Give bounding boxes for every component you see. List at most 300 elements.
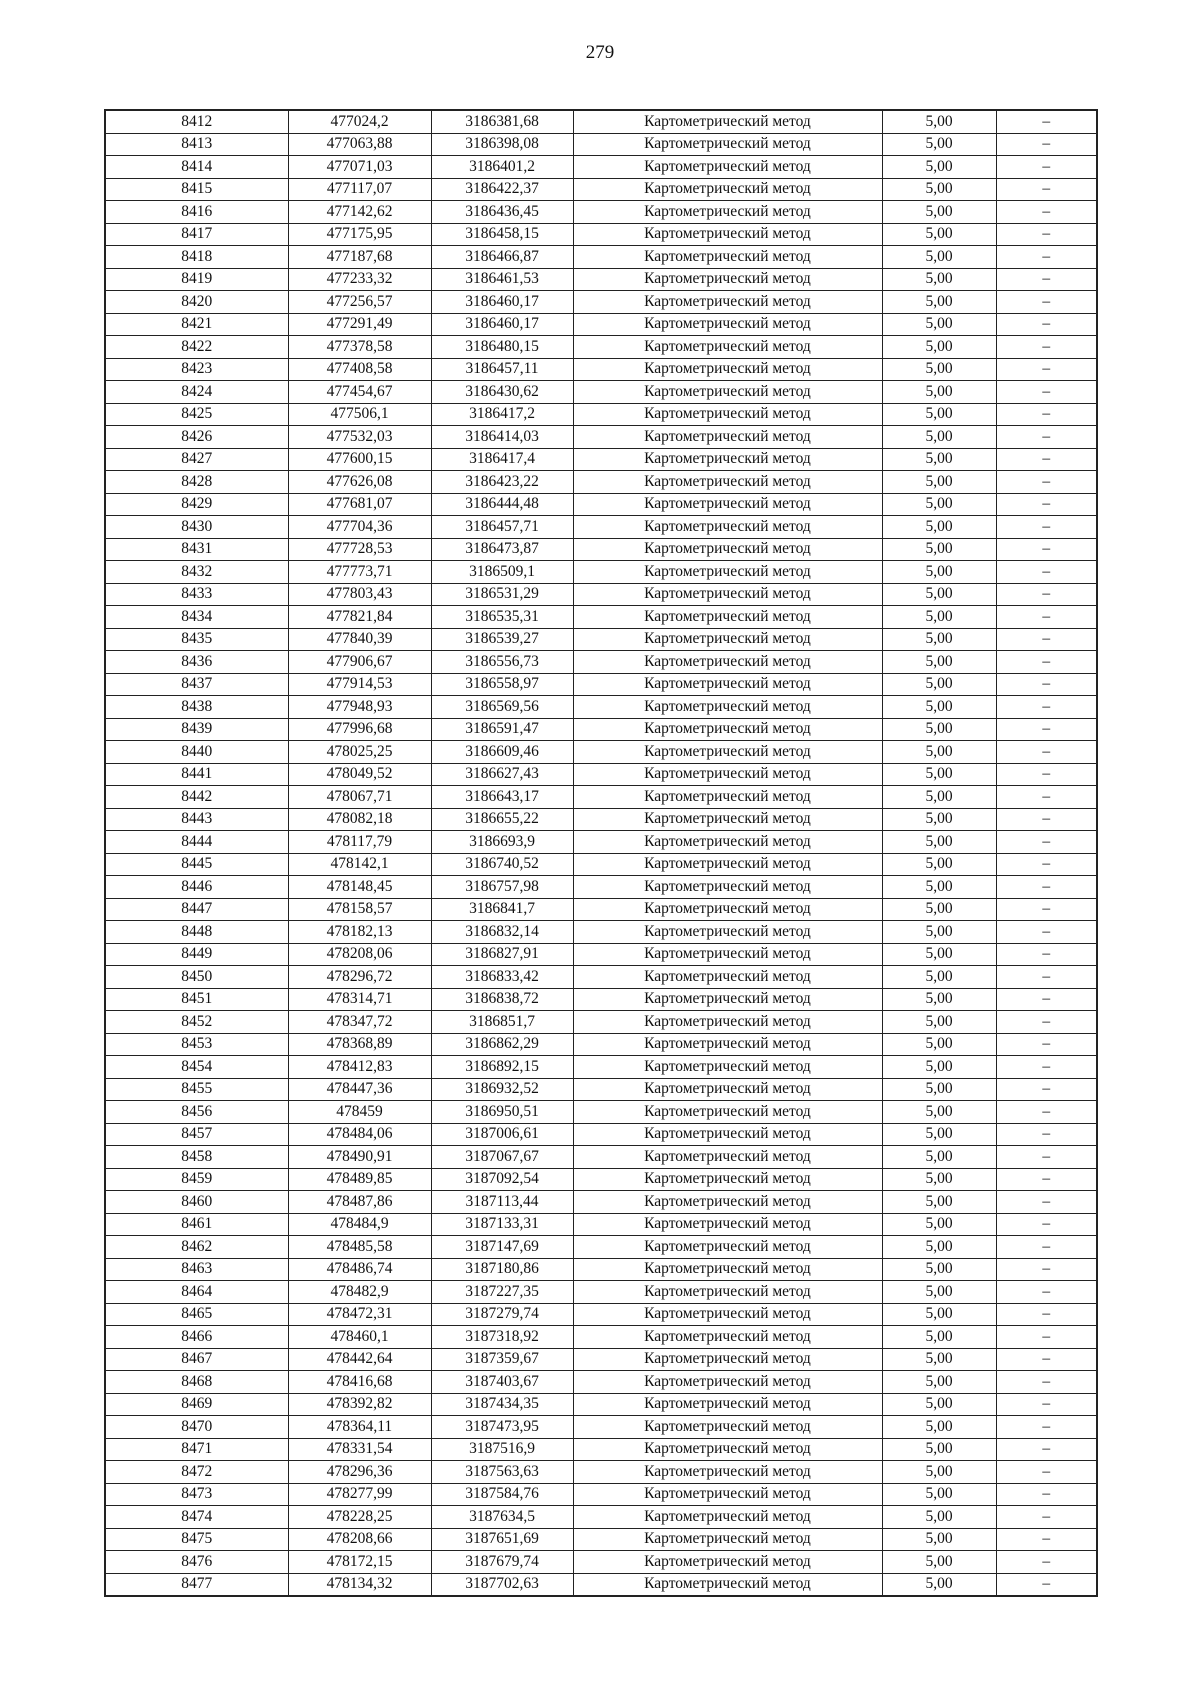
point-number-cell: 8453 <box>105 1033 288 1056</box>
description-cell: – <box>996 1371 1097 1394</box>
point-number-cell: 8429 <box>105 493 288 516</box>
method-cell: Картометрический метод <box>573 943 882 966</box>
method-cell: Картометрический метод <box>573 696 882 719</box>
method-cell: Картометрический метод <box>573 1146 882 1169</box>
table-row <box>105 1011 1097 1034</box>
x-coordinate-cell: 477117,07 <box>288 178 431 201</box>
description-cell: – <box>996 763 1097 786</box>
method-cell: Картометрический метод <box>573 1258 882 1281</box>
description-cell: – <box>996 201 1097 224</box>
x-coordinate-cell: 478182,13 <box>288 921 431 944</box>
y-coordinate-cell: 3186436,45 <box>431 201 573 224</box>
method-cell: Картометрический метод <box>573 988 882 1011</box>
accuracy-cell: 5,00 <box>882 1573 996 1596</box>
x-coordinate-cell: 478142,1 <box>288 853 431 876</box>
page-number: 279 <box>585 42 615 63</box>
y-coordinate-cell: 3186841,7 <box>431 898 573 921</box>
accuracy-cell: 5,00 <box>882 1416 996 1439</box>
x-coordinate-cell: 478082,18 <box>288 808 431 831</box>
table-row <box>105 763 1097 786</box>
description-cell: – <box>996 1033 1097 1056</box>
point-number-cell: 8445 <box>105 853 288 876</box>
x-coordinate-cell: 477626,08 <box>288 471 431 494</box>
y-coordinate-cell: 3186591,47 <box>431 718 573 741</box>
point-number-cell: 8440 <box>105 741 288 764</box>
table-row <box>105 718 1097 741</box>
accuracy-cell: 5,00 <box>882 493 996 516</box>
method-cell: Картометрический метод <box>573 853 882 876</box>
point-number-cell: 8471 <box>105 1438 288 1461</box>
description-cell: – <box>996 876 1097 899</box>
x-coordinate-cell: 478277,99 <box>288 1483 431 1506</box>
point-number-cell: 8472 <box>105 1461 288 1484</box>
table-row <box>105 786 1097 809</box>
method-cell: Картометрический метод <box>573 741 882 764</box>
x-coordinate-cell: 478296,36 <box>288 1461 431 1484</box>
description-cell: – <box>996 1551 1097 1574</box>
point-number-cell: 8450 <box>105 966 288 989</box>
description-cell: – <box>996 1393 1097 1416</box>
accuracy-cell: 5,00 <box>882 1348 996 1371</box>
point-number-cell: 8474 <box>105 1506 288 1529</box>
accuracy-cell: 5,00 <box>882 1393 996 1416</box>
point-number-cell: 8449 <box>105 943 288 966</box>
description-cell: – <box>996 1281 1097 1304</box>
x-coordinate-cell: 477906,67 <box>288 651 431 674</box>
table-row <box>105 493 1097 516</box>
method-cell: Картометрический метод <box>573 291 882 314</box>
x-coordinate-cell: 478296,72 <box>288 966 431 989</box>
x-coordinate-cell: 478049,52 <box>288 763 431 786</box>
accuracy-cell: 5,00 <box>882 561 996 584</box>
x-coordinate-cell: 478347,72 <box>288 1011 431 1034</box>
x-coordinate-cell: 477378,58 <box>288 336 431 359</box>
accuracy-cell: 5,00 <box>882 1146 996 1169</box>
method-cell: Картометрический метод <box>573 1416 882 1439</box>
accuracy-cell: 5,00 <box>882 1303 996 1326</box>
description-cell: – <box>996 516 1097 539</box>
table-row <box>105 876 1097 899</box>
description-cell: – <box>996 1416 1097 1439</box>
accuracy-cell: 5,00 <box>882 1213 996 1236</box>
x-coordinate-cell: 477840,39 <box>288 628 431 651</box>
x-coordinate-cell: 478487,86 <box>288 1191 431 1214</box>
y-coordinate-cell: 3186461,53 <box>431 268 573 291</box>
table-row <box>105 606 1097 629</box>
table-row <box>105 1056 1097 1079</box>
y-coordinate-cell: 3187434,35 <box>431 1393 573 1416</box>
point-number-cell: 8423 <box>105 358 288 381</box>
y-coordinate-cell: 3186460,17 <box>431 313 573 336</box>
accuracy-cell: 5,00 <box>882 1438 996 1461</box>
accuracy-cell: 5,00 <box>882 538 996 561</box>
description-cell: – <box>996 628 1097 651</box>
method-cell: Картометрический метод <box>573 1393 882 1416</box>
method-cell: Картометрический метод <box>573 1191 882 1214</box>
x-coordinate-cell: 478117,79 <box>288 831 431 854</box>
point-number-cell: 8415 <box>105 178 288 201</box>
point-number-cell: 8434 <box>105 606 288 629</box>
x-coordinate-cell: 477233,32 <box>288 268 431 291</box>
y-coordinate-cell: 3186643,17 <box>431 786 573 809</box>
accuracy-cell: 5,00 <box>882 808 996 831</box>
y-coordinate-cell: 3186430,62 <box>431 381 573 404</box>
table-row <box>105 1236 1097 1259</box>
table-row <box>105 246 1097 269</box>
x-coordinate-cell: 477071,03 <box>288 156 431 179</box>
table-row <box>105 133 1097 156</box>
description-cell: – <box>996 1101 1097 1124</box>
y-coordinate-cell: 3187113,44 <box>431 1191 573 1214</box>
description-cell: – <box>996 1258 1097 1281</box>
point-number-cell: 8448 <box>105 921 288 944</box>
y-coordinate-cell: 3186457,71 <box>431 516 573 539</box>
table-row <box>105 628 1097 651</box>
point-number-cell: 8432 <box>105 561 288 584</box>
method-cell: Картометрический метод <box>573 516 882 539</box>
accuracy-cell: 5,00 <box>882 178 996 201</box>
x-coordinate-cell: 478067,71 <box>288 786 431 809</box>
x-coordinate-cell: 478472,31 <box>288 1303 431 1326</box>
y-coordinate-cell: 3187516,9 <box>431 1438 573 1461</box>
accuracy-cell: 5,00 <box>882 1506 996 1529</box>
y-coordinate-cell: 3186422,37 <box>431 178 573 201</box>
table-row <box>105 1101 1097 1124</box>
description-cell: – <box>996 156 1097 179</box>
method-cell: Картометрический метод <box>573 426 882 449</box>
accuracy-cell: 5,00 <box>882 966 996 989</box>
y-coordinate-cell: 3187227,35 <box>431 1281 573 1304</box>
accuracy-cell: 5,00 <box>882 1461 996 1484</box>
accuracy-cell: 5,00 <box>882 426 996 449</box>
accuracy-cell: 5,00 <box>882 1123 996 1146</box>
description-cell: – <box>996 786 1097 809</box>
y-coordinate-cell: 3187403,67 <box>431 1371 573 1394</box>
accuracy-cell: 5,00 <box>882 718 996 741</box>
description-cell: – <box>996 313 1097 336</box>
method-cell: Картометрический метод <box>573 1528 882 1551</box>
point-number-cell: 8466 <box>105 1326 288 1349</box>
y-coordinate-cell: 3187006,61 <box>431 1123 573 1146</box>
x-coordinate-cell: 477408,58 <box>288 358 431 381</box>
point-number-cell: 8462 <box>105 1236 288 1259</box>
method-cell: Картометрический метод <box>573 628 882 651</box>
accuracy-cell: 5,00 <box>882 786 996 809</box>
accuracy-cell: 5,00 <box>882 291 996 314</box>
accuracy-cell: 5,00 <box>882 1236 996 1259</box>
method-cell: Картометрический метод <box>573 1123 882 1146</box>
x-coordinate-cell: 477803,43 <box>288 583 431 606</box>
table-row <box>105 426 1097 449</box>
point-number-cell: 8461 <box>105 1213 288 1236</box>
accuracy-cell: 5,00 <box>882 673 996 696</box>
x-coordinate-cell: 477948,93 <box>288 696 431 719</box>
description-cell: – <box>996 426 1097 449</box>
accuracy-cell: 5,00 <box>882 696 996 719</box>
table-row <box>105 1191 1097 1214</box>
x-coordinate-cell: 477454,67 <box>288 381 431 404</box>
table-row <box>105 1551 1097 1574</box>
table-row <box>105 853 1097 876</box>
description-cell: – <box>996 381 1097 404</box>
description-cell: – <box>996 898 1097 921</box>
accuracy-cell: 5,00 <box>882 223 996 246</box>
y-coordinate-cell: 3187318,92 <box>431 1326 573 1349</box>
description-cell: – <box>996 651 1097 674</box>
y-coordinate-cell: 3186627,43 <box>431 763 573 786</box>
method-cell: Картометрический метод <box>573 1213 882 1236</box>
description-cell: – <box>996 1326 1097 1349</box>
x-coordinate-cell: 478331,54 <box>288 1438 431 1461</box>
y-coordinate-cell: 3187563,63 <box>431 1461 573 1484</box>
method-cell: Картометрический метод <box>573 448 882 471</box>
method-cell: Картометрический метод <box>573 381 882 404</box>
x-coordinate-cell: 477996,68 <box>288 718 431 741</box>
description-cell: – <box>996 471 1097 494</box>
y-coordinate-cell: 3186833,42 <box>431 966 573 989</box>
method-cell: Картометрический метод <box>573 1573 882 1596</box>
y-coordinate-cell: 3187180,86 <box>431 1258 573 1281</box>
y-coordinate-cell: 3187147,69 <box>431 1236 573 1259</box>
point-number-cell: 8425 <box>105 403 288 426</box>
y-coordinate-cell: 3187702,63 <box>431 1573 573 1596</box>
description-cell: – <box>996 943 1097 966</box>
table-row <box>105 1033 1097 1056</box>
y-coordinate-cell: 3186740,52 <box>431 853 573 876</box>
description-cell: – <box>996 583 1097 606</box>
point-number-cell: 8454 <box>105 1056 288 1079</box>
point-number-cell: 8456 <box>105 1101 288 1124</box>
x-coordinate-cell: 478442,64 <box>288 1348 431 1371</box>
x-coordinate-cell: 477821,84 <box>288 606 431 629</box>
method-cell: Картометрический метод <box>573 1348 882 1371</box>
description-cell: – <box>996 718 1097 741</box>
point-number-cell: 8413 <box>105 133 288 156</box>
description-cell: – <box>996 808 1097 831</box>
x-coordinate-cell: 478484,9 <box>288 1213 431 1236</box>
description-cell: – <box>996 246 1097 269</box>
y-coordinate-cell: 3186480,15 <box>431 336 573 359</box>
point-number-cell: 8463 <box>105 1258 288 1281</box>
description-cell: – <box>996 741 1097 764</box>
accuracy-cell: 5,00 <box>882 1483 996 1506</box>
accuracy-cell: 5,00 <box>882 133 996 156</box>
y-coordinate-cell: 3186535,31 <box>431 606 573 629</box>
accuracy-cell: 5,00 <box>882 448 996 471</box>
description-cell: – <box>996 853 1097 876</box>
table-row <box>105 561 1097 584</box>
x-coordinate-cell: 478486,74 <box>288 1258 431 1281</box>
description-cell: – <box>996 1168 1097 1191</box>
x-coordinate-cell: 478158,57 <box>288 898 431 921</box>
point-number-cell: 8475 <box>105 1528 288 1551</box>
method-cell: Картометрический метод <box>573 673 882 696</box>
description-cell: – <box>996 268 1097 291</box>
point-number-cell: 8443 <box>105 808 288 831</box>
table-row <box>105 898 1097 921</box>
x-coordinate-cell: 478460,1 <box>288 1326 431 1349</box>
x-coordinate-cell: 477704,36 <box>288 516 431 539</box>
x-coordinate-cell: 477914,53 <box>288 673 431 696</box>
accuracy-cell: 5,00 <box>882 853 996 876</box>
point-number-cell: 8457 <box>105 1123 288 1146</box>
y-coordinate-cell: 3186473,87 <box>431 538 573 561</box>
point-number-cell: 8419 <box>105 268 288 291</box>
x-coordinate-cell: 478228,25 <box>288 1506 431 1529</box>
method-cell: Картометрический метод <box>573 156 882 179</box>
method-cell: Картометрический метод <box>573 1168 882 1191</box>
accuracy-cell: 5,00 <box>882 246 996 269</box>
y-coordinate-cell: 3186417,2 <box>431 403 573 426</box>
point-number-cell: 8417 <box>105 223 288 246</box>
table-row <box>105 1506 1097 1529</box>
point-number-cell: 8446 <box>105 876 288 899</box>
y-coordinate-cell: 3186569,56 <box>431 696 573 719</box>
description-cell: – <box>996 1213 1097 1236</box>
point-number-cell: 8414 <box>105 156 288 179</box>
point-number-cell: 8436 <box>105 651 288 674</box>
method-cell: Картометрический метод <box>573 808 882 831</box>
accuracy-cell: 5,00 <box>882 1258 996 1281</box>
y-coordinate-cell: 3186693,9 <box>431 831 573 854</box>
y-coordinate-cell: 3186423,22 <box>431 471 573 494</box>
x-coordinate-cell: 477187,68 <box>288 246 431 269</box>
table-row <box>105 696 1097 719</box>
method-cell: Картометрический метод <box>573 1438 882 1461</box>
description-cell: – <box>996 493 1097 516</box>
accuracy-cell: 5,00 <box>882 1033 996 1056</box>
y-coordinate-cell: 3186932,52 <box>431 1078 573 1101</box>
table-row <box>105 741 1097 764</box>
description-cell: – <box>996 1461 1097 1484</box>
table-row <box>105 336 1097 359</box>
point-number-cell: 8459 <box>105 1168 288 1191</box>
method-cell: Картометрический метод <box>573 1236 882 1259</box>
table-row <box>105 1303 1097 1326</box>
method-cell: Картометрический метод <box>573 133 882 156</box>
description-cell: – <box>996 110 1097 133</box>
point-number-cell: 8464 <box>105 1281 288 1304</box>
method-cell: Картометрический метод <box>573 898 882 921</box>
table-row <box>105 1213 1097 1236</box>
description-cell: – <box>996 538 1097 561</box>
description-cell: – <box>996 1191 1097 1214</box>
x-coordinate-cell: 477175,95 <box>288 223 431 246</box>
x-coordinate-cell: 478172,15 <box>288 1551 431 1574</box>
table-row <box>105 966 1097 989</box>
table-row <box>105 516 1097 539</box>
method-cell: Картометрический метод <box>573 561 882 584</box>
y-coordinate-cell: 3186862,29 <box>431 1033 573 1056</box>
x-coordinate-cell: 478148,45 <box>288 876 431 899</box>
method-cell: Картометрический метод <box>573 1281 882 1304</box>
y-coordinate-cell: 3187092,54 <box>431 1168 573 1191</box>
description-cell: – <box>996 1506 1097 1529</box>
table-row <box>105 1573 1097 1596</box>
x-coordinate-cell: 478412,83 <box>288 1056 431 1079</box>
y-coordinate-cell: 3187584,76 <box>431 1483 573 1506</box>
accuracy-cell: 5,00 <box>882 1168 996 1191</box>
x-coordinate-cell: 477506,1 <box>288 403 431 426</box>
y-coordinate-cell: 3186401,2 <box>431 156 573 179</box>
method-cell: Картометрический метод <box>573 583 882 606</box>
table-row <box>105 268 1097 291</box>
table-row <box>105 583 1097 606</box>
description-cell: – <box>996 1123 1097 1146</box>
x-coordinate-cell: 478490,91 <box>288 1146 431 1169</box>
point-number-cell: 8435 <box>105 628 288 651</box>
point-number-cell: 8426 <box>105 426 288 449</box>
point-number-cell: 8460 <box>105 1191 288 1214</box>
description-cell: – <box>996 1303 1097 1326</box>
table-row <box>105 381 1097 404</box>
description-cell: – <box>996 1078 1097 1101</box>
x-coordinate-cell: 477773,71 <box>288 561 431 584</box>
y-coordinate-cell: 3187067,67 <box>431 1146 573 1169</box>
method-cell: Картометрический метод <box>573 606 882 629</box>
method-cell: Картометрический метод <box>573 223 882 246</box>
y-coordinate-cell: 3186832,14 <box>431 921 573 944</box>
point-number-cell: 8469 <box>105 1393 288 1416</box>
y-coordinate-cell: 3186558,97 <box>431 673 573 696</box>
table-row <box>105 313 1097 336</box>
x-coordinate-cell: 477532,03 <box>288 426 431 449</box>
y-coordinate-cell: 3186892,15 <box>431 1056 573 1079</box>
x-coordinate-cell: 477291,49 <box>288 313 431 336</box>
table-row <box>105 1146 1097 1169</box>
y-coordinate-cell: 3186851,7 <box>431 1011 573 1034</box>
table-row <box>105 223 1097 246</box>
table-row <box>105 1438 1097 1461</box>
table-row <box>105 201 1097 224</box>
table-row <box>105 1483 1097 1506</box>
accuracy-cell: 5,00 <box>882 1528 996 1551</box>
table-row <box>105 943 1097 966</box>
description-cell: – <box>996 1236 1097 1259</box>
method-cell: Картометрический метод <box>573 110 882 133</box>
point-number-cell: 8438 <box>105 696 288 719</box>
point-number-cell: 8427 <box>105 448 288 471</box>
accuracy-cell: 5,00 <box>882 1101 996 1124</box>
method-cell: Картометрический метод <box>573 876 882 899</box>
x-coordinate-cell: 478134,32 <box>288 1573 431 1596</box>
description-cell: – <box>996 696 1097 719</box>
table-row <box>105 448 1097 471</box>
method-cell: Картометрический метод <box>573 831 882 854</box>
x-coordinate-cell: 478489,85 <box>288 1168 431 1191</box>
accuracy-cell: 5,00 <box>882 1326 996 1349</box>
x-coordinate-cell: 477142,62 <box>288 201 431 224</box>
accuracy-cell: 5,00 <box>882 1191 996 1214</box>
method-cell: Картометрический метод <box>573 246 882 269</box>
method-cell: Картометрический метод <box>573 1506 882 1529</box>
table-row <box>105 921 1097 944</box>
table-row <box>105 1348 1097 1371</box>
table-row <box>105 471 1097 494</box>
point-number-cell: 8442 <box>105 786 288 809</box>
description-cell: – <box>996 223 1097 246</box>
point-number-cell: 8422 <box>105 336 288 359</box>
x-coordinate-cell: 477024,2 <box>288 110 431 133</box>
method-cell: Картометрический метод <box>573 718 882 741</box>
table-row <box>105 1326 1097 1349</box>
point-number-cell: 8452 <box>105 1011 288 1034</box>
point-number-cell: 8467 <box>105 1348 288 1371</box>
method-cell: Картометрический метод <box>573 1078 882 1101</box>
description-cell: – <box>996 1146 1097 1169</box>
y-coordinate-cell: 3186417,4 <box>431 448 573 471</box>
point-number-cell: 8468 <box>105 1371 288 1394</box>
